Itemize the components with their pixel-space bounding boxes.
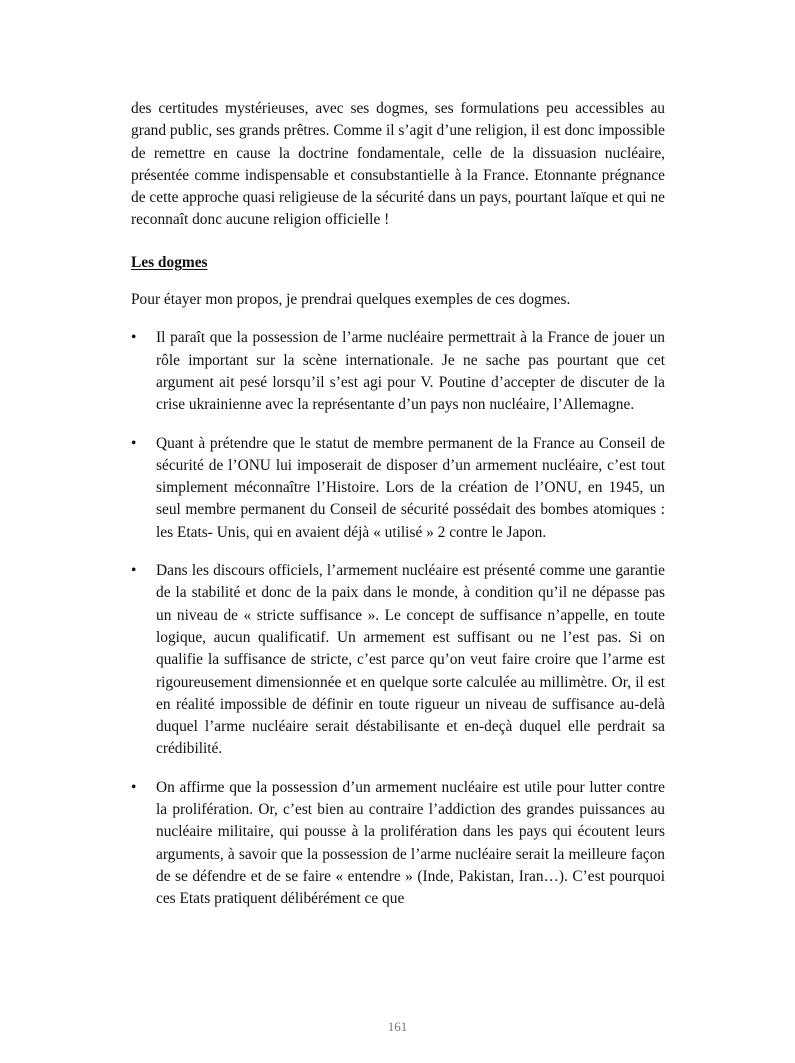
dogma-list xyxy=(131,327,665,910)
list-item-text: Dans les discours officiels, l’armement nucléaire est présenté comme une garantie de la stabilité et donc de la paix dans le monde, à condition qu’il ne dépasse pas un niveau de « stricte suffisance ». Le concept de suffisance n’appelle, en toute logique, aucun qualificatif. Un armement est suffisant ou ne l’est pas. Si on qualifie la suffisance de stricte, c’est parce qu’on veut faire croire que l’arme est rigoureusement dimensionnée et en quelque sorte calculée au millimètre. Or, il est en réalité impossible de définir en toute rigueur un niveau de suffisance au-delà duquel l’arme nucléaire serait déstabilisante et en-deçà duquel elle perdrait sa crédibilité. xyxy=(156,562,665,758)
section-heading: Les dogmes xyxy=(131,253,208,271)
list-item xyxy=(131,560,665,761)
list-item xyxy=(131,433,665,544)
intro-sentence: Pour étayer mon propos, je prendrai quelques exemples de ces dogmes. xyxy=(131,291,571,309)
bullet-icon: • xyxy=(131,329,137,347)
list-item-text: Il paraît que la possession de l’arme nucléaire permettrait à la France de jouer un rôle important sur la scène internationale. Je ne sache pas pourtant que cet argument ait pesé lorsqu’il s’est agi pour V. Poutine d’accepter de discuter de la crise ukrainienne avec la représentante d’un pays non nucléaire, l’Allemagne. xyxy=(156,329,665,414)
list-item-text: On affirme que la possession d’un armement nucléaire est utile pour lutter contre la prolifération. Or, c’est bien au contraire l’addiction des grandes puissances au nucléaire militaire, qui pousse à la prolifération dans les pays qui écoutent leurs arguments, à savoir que la possession de l’arme nucléaire serait la meilleure façon de se défendre et de se faire « entendre » (Inde, Pakistan, Iran…). C’est pourquoi ces Etats pratiquent délibérément ce que xyxy=(156,778,665,908)
bullet-icon: • xyxy=(131,562,137,580)
page-number: 161 xyxy=(387,1019,408,1034)
opening-paragraph: des certitudes mystérieuses, avec ses dogmes, ses formulations peu accessibles au grand public, ses grands prêtres. Comme il s’agit d’une religion, il est donc impossible de remettre en cause la doctrine fondamentale, celle de la dissuasion nucléaire, présentée comme indispensable et consubstantielle à la France. Etonnante prégnance de cette approche quasi religieuse de la sécurité dans un pays, pourtant laïque et qui ne reconnaît donc aucune religion officielle ! xyxy=(131,100,665,229)
list-item xyxy=(131,327,665,416)
bullet-icon: • xyxy=(131,434,137,452)
list-item-text: Quant à prétendre que le statut de membre permanent de la France au Conseil de sécurité de l’ONU lui imposerait de disposer d’un armement nucléaire, c’est tout simplement méconnaître l’Histoire. Lors de la création de l’ONU, en 1945, un seul membre permanent du Conseil de sécurité possédait des bombes atomiques : les Etats- Unis, qui en avaient déjà « utilisé » 2 contre le Japon. xyxy=(156,434,665,541)
bullet-icon: • xyxy=(131,778,137,796)
list-item xyxy=(131,777,665,911)
page-content xyxy=(131,98,665,927)
